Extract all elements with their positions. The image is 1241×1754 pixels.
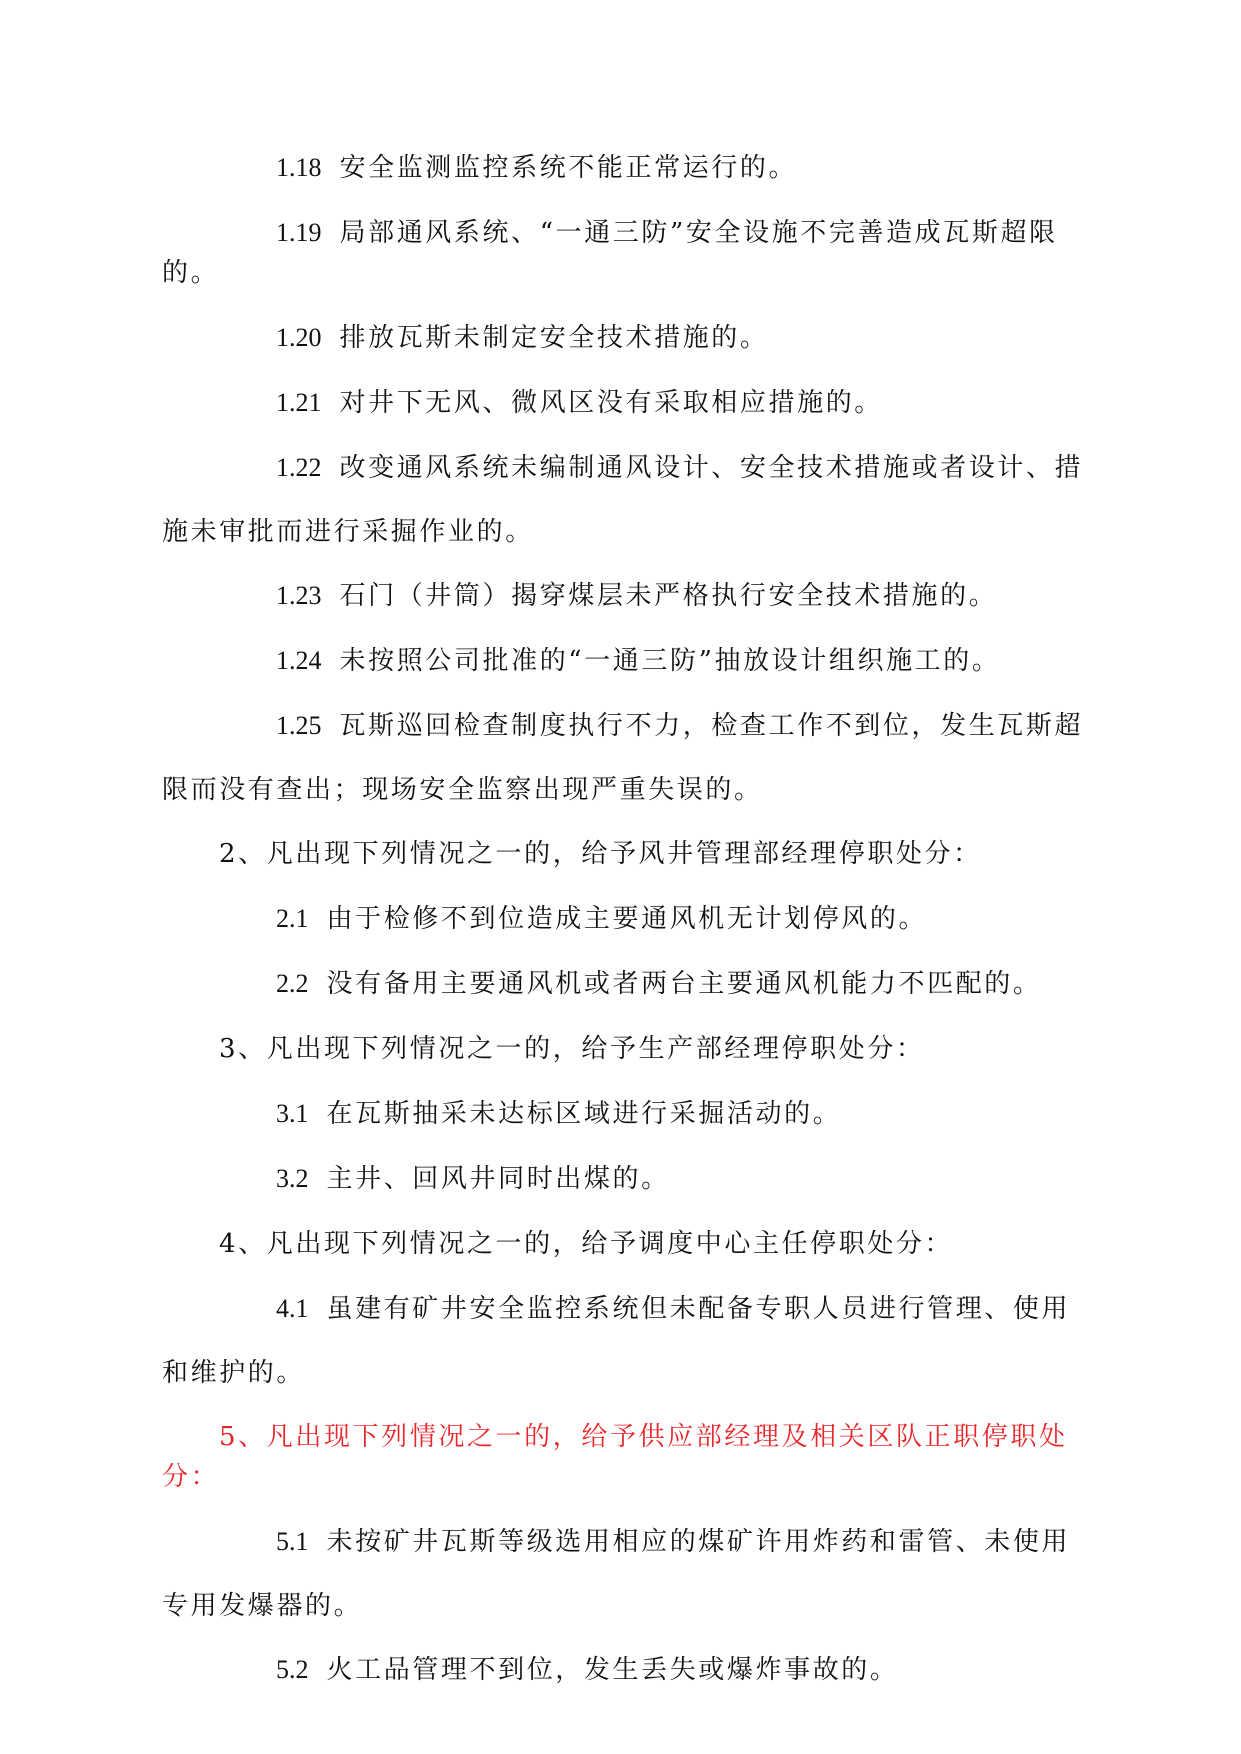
clause-number: 1.20: [276, 323, 322, 352]
clause-5-2: [162, 1650, 1088, 1690]
clause-text: 改变通风系统未编制通风设计、安全技术措施或者设计、措施未审批而进行采掘作业的。: [162, 453, 1084, 547]
clause-text: 局部通风系统、“一通三防”安全设施不完善造成瓦斯超限的。: [162, 218, 1058, 288]
section-text: 5、凡出现下列情况之一的，给予供应部经理及相关区队正职停职处分：: [162, 1422, 1068, 1492]
clause-2-1: [162, 899, 1088, 939]
section-5-heading: [162, 1417, 1088, 1497]
clause-number: 1.19: [276, 218, 322, 247]
clause-number: 3.2: [276, 1164, 309, 1193]
clause-1-19: [162, 213, 1088, 293]
clause-1-24: [162, 641, 1088, 681]
clause-number: 1.18: [276, 153, 322, 182]
clause-number: 2.1: [276, 904, 309, 933]
clause-number: 2.2: [276, 969, 309, 998]
clause-number: 5.1: [276, 1527, 309, 1556]
clause-1-25: [162, 694, 1088, 822]
clause-number: 1.21: [276, 388, 322, 417]
document-body: [162, 148, 1088, 1715]
clause-text: 主井、回风井同时出煤的。: [326, 1164, 670, 1194]
clause-1-22: [162, 436, 1088, 564]
clause-text: 安全监测监控系统不能正常运行的。: [339, 153, 798, 183]
clause-number: 1.23: [276, 581, 322, 610]
clause-number: 5.2: [276, 1655, 309, 1684]
clause-text: 由于检修不到位造成主要通风机无计划停风的。: [326, 904, 928, 934]
clause-text: 火工品管理不到位，发生丢失或爆炸事故的。: [326, 1655, 899, 1685]
clause-3-1: [162, 1094, 1088, 1134]
clause-number: 1.22: [276, 453, 322, 482]
clause-text: 排放瓦斯未制定安全技术措施的。: [339, 323, 769, 353]
clause-text: 未按照公司批准的“一通三防”抽放设计组织施工的。: [339, 646, 1001, 676]
section-text: 4、凡出现下列情况之一的，给予调度中心主任停职处分：: [219, 1229, 954, 1259]
clause-text: 虽建有矿井安全监控系统但未配备专职人员进行管理、使用和维护的。: [162, 1294, 1071, 1388]
section-2-heading: [162, 834, 1088, 874]
clause-1-20: [162, 318, 1088, 358]
clause-text: 没有备用主要通风机或者两台主要通风机能力不匹配的。: [326, 969, 1042, 999]
clause-text: 未按矿井瓦斯等级选用相应的煤矿许用炸药和雷管、未使用专用发爆器的。: [162, 1527, 1071, 1621]
clause-number: 4.1: [276, 1294, 309, 1323]
clause-1-23: [162, 576, 1088, 616]
clause-5-1: [162, 1510, 1088, 1638]
clause-text: 对井下无风、微风区没有采取相应措施的。: [339, 388, 883, 418]
clause-number: 1.24: [276, 646, 322, 675]
clause-1-18: [162, 148, 1088, 188]
clause-2-2: [162, 964, 1088, 1004]
clause-text: 在瓦斯抽采未达标区域进行采掘活动的。: [326, 1099, 842, 1129]
section-text: 2、凡出现下列情况之一的，给予风井管理部经理停职处分：: [219, 839, 982, 869]
clause-text: 石门（井筒）揭穿煤层未严格执行安全技术措施的。: [339, 581, 998, 611]
section-text: 3、凡出现下列情况之一的，给予生产部经理停职处分：: [219, 1034, 925, 1064]
section-4-heading: [162, 1224, 1088, 1264]
clause-text: 瓦斯巡回检查制度执行不力，检查工作不到位，发生瓦斯超限而没有查出；现场安全监察出现严重失误的。: [162, 711, 1084, 805]
clause-4-1: [162, 1277, 1088, 1405]
clause-number: 1.25: [276, 711, 322, 740]
clause-3-2: [162, 1159, 1088, 1199]
section-3-heading: [162, 1029, 1088, 1069]
clause-number: 3.1: [276, 1099, 309, 1128]
clause-1-21: [162, 383, 1088, 423]
